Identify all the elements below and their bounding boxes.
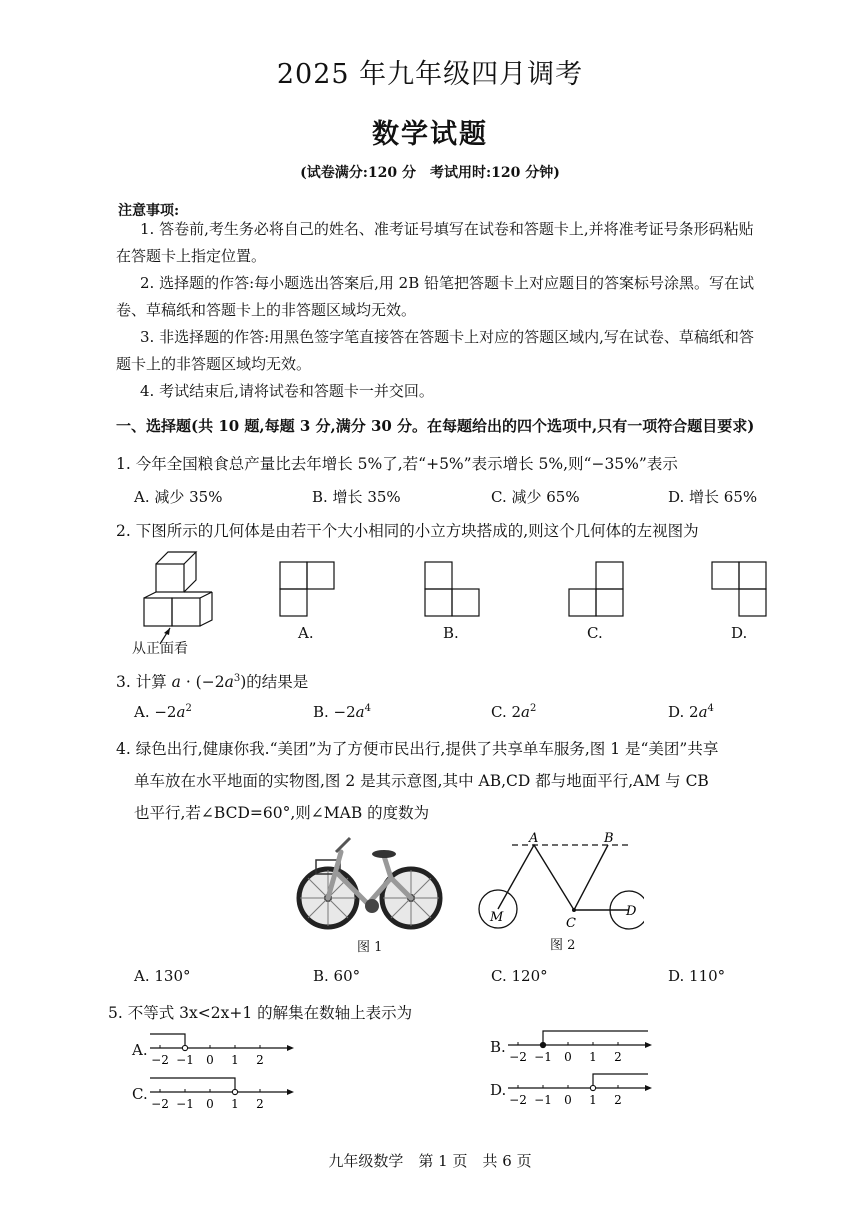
notice-line: 1. 答卷前,考生务必将自己的姓名、准考证号填写在试卷和答题卡上,并将准考证号条形码粘贴 [140, 220, 754, 238]
tick-label: −1 [176, 1053, 194, 1067]
q5-option-a-label: A. [132, 1041, 148, 1059]
number-line-c [148, 1074, 298, 1114]
open-point [590, 1085, 595, 1090]
question-4-line: 也平行,若∠BCD=60°,则∠MAB 的度数为 [134, 804, 430, 822]
tick-label: −1 [534, 1050, 552, 1064]
label-a: A [529, 831, 539, 846]
figure-2-schematic [474, 826, 644, 938]
solution-bracket [150, 1078, 235, 1092]
axis-arrow [287, 1089, 294, 1095]
axis-arrow [645, 1042, 652, 1048]
q4-option-a: A. 130° [134, 967, 191, 985]
open-point [232, 1089, 237, 1094]
exam-title: 2025 年九年级四月调考 [276, 59, 584, 90]
q1-option-c: C. 减少 65% [491, 488, 580, 506]
notice-line: 2. 选择题的作答:每小题选出答案后,用 2B 铅笔把答题卡上对应题目的答案标号涂黑。写在试 [140, 274, 755, 292]
q2-option-d-label: D. [731, 624, 748, 642]
open-point [182, 1045, 187, 1050]
exam-subtitle: 数学试题 [372, 119, 488, 150]
q1-option-b: B. 增长 35% [312, 488, 401, 506]
notice-line: 4. 考试结束后,请将试卷和答题卡一并交回。 [140, 382, 434, 400]
q3-option-d: D. $2a^4$ [668, 703, 714, 721]
q2-figures [120, 548, 800, 660]
q4-option-c: C. 120° [491, 967, 548, 985]
page-footer: 九年级数学 第 1 页 共 6 页 [328, 1152, 532, 1170]
solution-bracket [150, 1034, 185, 1048]
label-b: B [604, 831, 614, 846]
tick-label: 0 [564, 1093, 572, 1107]
q5-option-d-label: D. [490, 1081, 507, 1099]
q2-option-a-figure [280, 562, 334, 616]
question-4-line: 单车放在水平地面的实物图,图 2 是其示意图,其中 AB,CD 都与地面平行,AM 与 CB [134, 772, 709, 790]
q3-option-c: C. $2a^2$ [491, 703, 537, 721]
q2-option-c-figure [569, 562, 623, 616]
section-heading: 一、选择题(共 10 题,每题 3 分,满分 30 分。在每题给出的四个选项中,只有一项符合题目要求) [116, 417, 755, 435]
q2-option-b-label: B. [443, 624, 459, 642]
question-2-stem: 2. 下图所示的几何体是由若干个大小相同的小立方块搭成的,则这个几何体的左视图为 [116, 522, 699, 540]
q5-option-c-label: C. [132, 1085, 148, 1103]
number-line-b [506, 1027, 656, 1067]
q4-option-d: D. 110° [668, 967, 726, 985]
figure-2-caption: 图 2 [550, 938, 576, 953]
label-c: C [566, 916, 576, 931]
notice-line: 在答题卡上指定位置。 [116, 247, 267, 265]
tick-label: −2 [509, 1050, 527, 1064]
solution-bracket [593, 1074, 648, 1088]
label-d: D [626, 904, 637, 919]
tick-label: 0 [564, 1050, 572, 1064]
front-view-label: 从正面看 [132, 641, 188, 657]
axis-arrow [287, 1045, 294, 1051]
exam-meta: (试卷满分:120 分 考试用时:120 分钟) [300, 165, 560, 181]
number-line-a [148, 1030, 298, 1070]
tick-label: −1 [176, 1097, 194, 1111]
q1-option-a: A. 减少 35% [134, 488, 223, 506]
solution-bracket [543, 1031, 648, 1045]
q3-option-b: B. $-2a^4$ [313, 703, 371, 721]
tick-label: −2 [509, 1093, 527, 1107]
tick-label: 1 [589, 1093, 597, 1107]
figure-1-caption: 图 1 [357, 940, 383, 955]
q2-option-c-label: C. [587, 624, 603, 642]
tick-label: −1 [534, 1093, 552, 1107]
tick-label: −2 [151, 1053, 169, 1067]
question-1-stem: 1. 今年全国粮食总产量比去年增长 5%了,若“+5%”表示增长 5%,则“−35%”表示 [116, 455, 678, 473]
tick-label: 0 [206, 1097, 214, 1111]
tick-label: −2 [151, 1097, 169, 1111]
notice-line: 题卡上的非答题区域均无效。 [116, 355, 312, 373]
tick-label: 2 [614, 1093, 622, 1107]
q4-option-b: B. 60° [313, 967, 361, 985]
number-line-d [506, 1070, 656, 1110]
tick-label: 1 [231, 1097, 239, 1111]
tick-label: 1 [231, 1053, 239, 1067]
view-arrow-head [164, 628, 170, 635]
axis-arrow [645, 1085, 652, 1091]
label-m: M [490, 910, 504, 925]
notice-heading: 注意事项: [118, 203, 180, 219]
question-4-line: 4. 绿色出行,健康你我.“美团”为了方便市民出行,提供了共享单车服务,图 1 是“美团”共享 [116, 740, 719, 758]
notice-line: 卷、草稿纸和答题卡上的非答题区域均无效。 [116, 301, 417, 319]
tick-label: 2 [256, 1097, 264, 1111]
cube-solid [144, 552, 212, 626]
notice-line: 3. 非选择题的作答:用黑色签字笔直接答在答题卡上对应的答题区域内,写在试卷、草稿纸和答 [140, 328, 754, 346]
q2-option-a-label: A. [298, 624, 314, 642]
tick-label: 1 [589, 1050, 597, 1064]
bicycle-figure [296, 830, 446, 930]
question-3-stem: 3. 计算 $a \cdot (-2a^3)$的结果是 [116, 672, 309, 691]
q1-option-d: D. 增长 65% [668, 488, 758, 506]
tick-label: 2 [614, 1050, 622, 1064]
tick-label: 2 [256, 1053, 264, 1067]
q5-option-b-label: B. [490, 1038, 506, 1056]
closed-point [540, 1042, 545, 1047]
q3-option-a: A. $-2a^2$ [134, 703, 192, 721]
q2-option-d-figure [712, 562, 766, 616]
question-5-stem: 5. 不等式 3x<2x+1 的解集在数轴上表示为 [108, 1004, 413, 1022]
q2-option-b-figure [425, 562, 479, 616]
bicycle-icon [299, 838, 440, 927]
tick-label: 0 [206, 1053, 214, 1067]
